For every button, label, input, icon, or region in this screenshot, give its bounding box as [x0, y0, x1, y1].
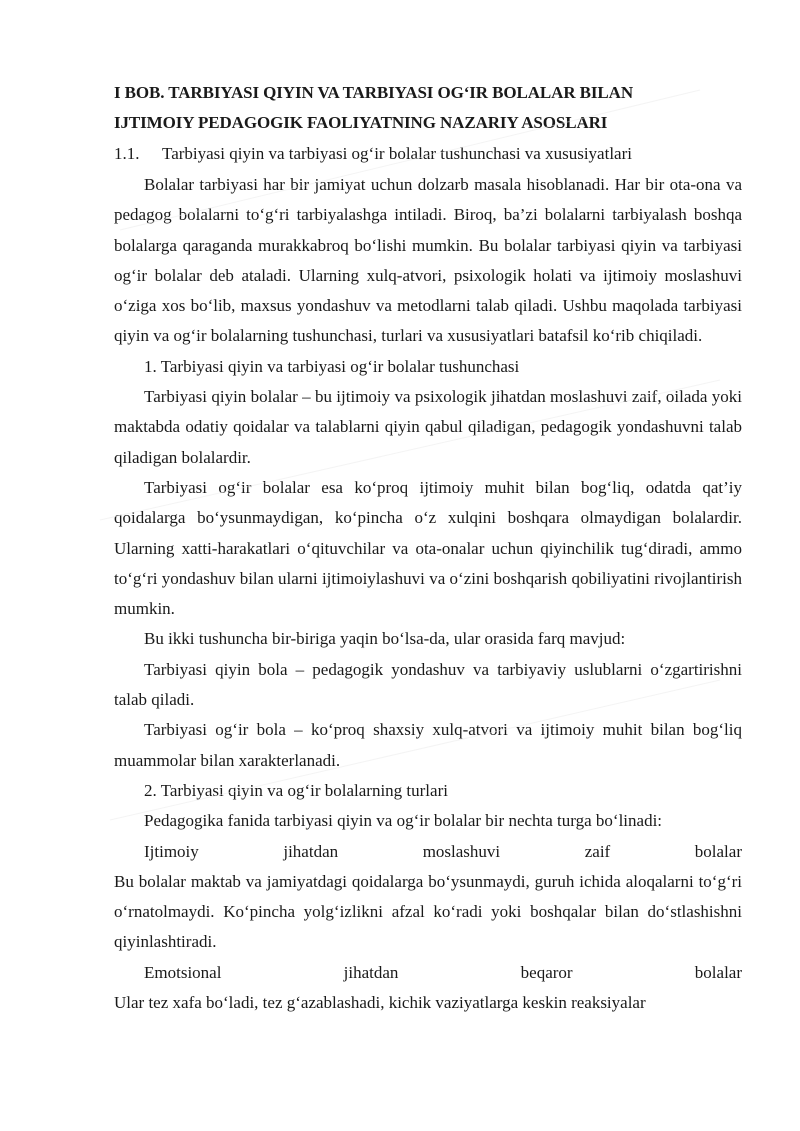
- paragraph-type-2-body: Ular tez xafa bo‘ladi, tez g‘azablashadi, kichik vaziyatlarga keskin reaksiyalar: [114, 993, 646, 1013]
- paragraph-type-2-title: Emotsional jihatdan beqaror bolalar: [144, 962, 742, 982]
- paragraph-type-1-body: Bu bolalar maktab va jamiyatdagi qoidalarga bo‘ysunmaydi, guruh ichida aloqalarni to‘g‘ri o‘rnatolmaydi. Ko‘pincha yolg‘izlikni afzal ko‘radi yoki boshqalar bilan do‘stlashishni qiyinlashtiradi.: [114, 871, 742, 952]
- subsection-number: 1.1.: [114, 144, 140, 163]
- chapter-heading: [114, 78, 742, 138]
- paragraph-types-intro: Pedagogika fanida tarbiyasi qiyin va og‘ir bolalar bir nechta turga bo‘linadi:: [144, 811, 663, 831]
- paragraph-ogir-bola: Tarbiyasi og‘ir bola – ko‘proq shaxsiy xulq-atvori va ijtimoiy muhit bilan bog‘liq muammolar bilan xarakterlanadi.: [114, 720, 742, 770]
- subsection-title: Tarbiyasi qiyin va tarbiyasi og‘ir bolalar tushunchasi va xususiyatlari: [162, 144, 632, 163]
- paragraph-section-2-title: 2. Tarbiyasi qiyin va og‘ir bolalarning turlari: [144, 780, 448, 800]
- paragraph-definition-ogir: Tarbiyasi og‘ir bolalar esa ko‘proq ijtimoiy muhit bilan bog‘liq, odatda qat’iy qoidalarga bo‘ysunmaydigan, ko‘pincha o‘z xulqini boshqara olmaydigan bolalardir. Ularning xatti-harakatlari o‘qituvchilar va ota-onalar uchun qiyinchilik tug‘diradi, ammo to‘g‘ri yondashuv bilan ularni ijtimoiylashuvi va o‘zini boshqarish qobiliyatini rivojlantirish mumkin.: [114, 477, 742, 619]
- paragraph-type-1-title: Ijtimoiy jihatdan moslashuvi zaif bolalar: [144, 841, 742, 861]
- paragraph-definition-qiyin: Tarbiyasi qiyin bolalar – bu ijtimoiy va psixologik jihatdan moslashuvi zaif, oilada yoki maktabda odatiy qoidalar va talablarni qiyin qabul qiladigan, pedagogik yondashuvni talab qiladigan bolalardir.: [114, 387, 742, 467]
- chapter-heading-line-1: I BOB. TARBIYASI QIYIN VA TARBIYASI OG‘IR BOLALAR BILAN: [114, 83, 633, 102]
- paragraph-intro: Bolalar tarbiyasi har bir jamiyat uchun dolzarb masala hisoblanadi. Har bir ota-ona va pedagog bolalarni to‘g‘ri tarbiyalashga intiladi. Biroq, ba’zi bolalarni tarbiyalash boshqa bolalarga qaraganda murakkabroq bo‘lishi mumkin. Bu bolalar tarbiyasi qiyin va tarbiyasi og‘ir bolalar deb ataladi. Ularning xulq-atvori, psixologik holati va ijtimoiy moslashuvi o‘ziga xos bo‘lib, maxsus yondashuv va metodlarni talab qiladi. Ushbu maqolada tarbiyasi qiyin va og‘ir bolalarning tushunchasi, turlari va xususiyatlari batafsil ko‘rib chiqiladi.: [114, 175, 742, 346]
- subsection-heading: [114, 138, 742, 170]
- paragraph-qiyin-bola: Tarbiyasi qiyin bola – pedagogik yondashuv va tarbiyaviy uslublarni o‘zgartirishni talab qiladi.: [114, 659, 742, 710]
- paragraph-section-1-title: 1. Tarbiyasi qiyin va tarbiyasi og‘ir bolalar tushunchasi: [144, 356, 520, 376]
- paragraph-difference: Bu ikki tushuncha bir-biriga yaqin bo‘lsa-da, ular orasida farq mavjud:: [144, 629, 626, 649]
- chapter-heading-line-2: IJTIMOIY PEDAGOGIK FAOLIYATNING NAZARIY ASOSLARI: [114, 113, 608, 132]
